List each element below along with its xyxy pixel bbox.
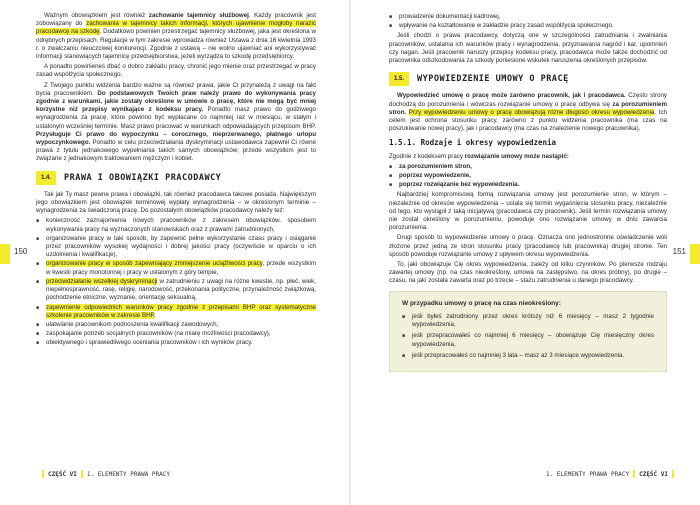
- section-title: WYPOWIEDZENIE UMOWY O PRACĘ: [417, 74, 569, 85]
- left-text-column: [36, 12, 316, 350]
- page-number: 150: [14, 247, 28, 256]
- list-item: ■ prowadzenie dokumentacji kadrowej,: [389, 13, 667, 21]
- list-item: ■ jeśli przepracowałeś co najmniej 3 lata – masz aż 3 miesiące wypowiedzenia.: [402, 352, 654, 360]
- list-item: ■ zaspokajanie potrzeb socjalnych pracowników (na miarę możliwości pracodawcy),: [36, 330, 316, 338]
- subsection-title: 1.5.1. Rodzaje i okresy wypowiedzenia: [389, 138, 557, 148]
- footer-chapter: 1. ELEMENTY PRAWA PRACY: [86, 470, 170, 478]
- paragraph: Wypowiedzieć umowę o pracę może zarówno pracownik, jak i pracodawca. Często strony dochodzą do porozumienia i wówczas rozwiązanie umowy o pracę odbywa się za porozumieniem stron. Przy wypowiedzeniu umowy o pracę obowiązują różne długości okresu wypowiedzenia. Ich celem jest ochrona stosunku pracy, zarówno z punktu widzenia pracownika (ma czas na poszukiwanie nowej pracy), jak i pracodawcy (ma czas na znalezienie nowego pracownika).: [389, 92, 668, 133]
- termination-methods-list: [389, 163, 667, 190]
- info-box: [389, 291, 667, 372]
- list-item: ■ wpływanie na kształtowanie w zakładzie pracy zasad współżycia społecznego.: [389, 22, 667, 30]
- list-item: ■ za porozumieniem stron,: [389, 163, 667, 171]
- list-item: ■ obiektywnego i sprawiedliwego oceniania pracowników i ich wyników pracy.: [36, 339, 316, 347]
- section-title: PRAWA I OBOWIĄZKI PRACODAWCY: [64, 172, 222, 183]
- right-page: [351, 0, 700, 505]
- section-number: 1.4.: [36, 171, 56, 185]
- list-item: ■ przeciwdziałanie wszelkiej dyskryminacji w zatrudnieniu z uwagi na różne kwestie, np. płeć, wiek, niepełnosprawność, rasę, religię, narodowość, przekonania polityczne, przynależność związkową, pochodzenie etniczne, wyznanie, orientację seksualną,: [36, 278, 316, 303]
- paragraph: Tak jak Ty masz pewne prawa i obowiązki, tak również pracodawca takowe posiada. Największym jego obowiązkiem jest obowiązek terminowej wypłaty wynagrodzenia – w określonym terminie – wynagrodzenia za świadczoną pracę. Do pozostałych obowiązków pracodawcy należy też:: [36, 190, 316, 215]
- paragraph: Drugi sposób to wypowiedzenie umowy o pracę. Oznacza ono jednostronne oświadczenie woli złożone przez jedną ze stron stosunku pracy (pracodawcę lub pracownika) drugiej stronie. Ten sposób powoduje rozwiązanie umowy z upływem okresu wypowiedzenia.: [389, 234, 667, 258]
- list-item: ■ zapewnienie odpowiednich warunków pracy zgodnie z przepisami BHP oraz systematyczne szkolenie pracowników w zakresie BHP,: [36, 304, 316, 320]
- footer-part: CZĘŚĆ VI: [639, 470, 668, 478]
- paragraph: Jeśli chodzi o prawa pracodawcy, dotyczą one w szczególności zatrudniania i zwalniania pracowników, ustalania ich warunków pracy i wynagrodzenia, przyznawania nagród i kar, upomnień czy nagan. Jeśli pracownik naruszy przepisy kodeksu pracy, pracodawca może także dochodzić od pracownika odszkodowania za szkody poniesione wskutek naruszenia określonych przepisów.: [389, 32, 667, 65]
- paragraph: Najbardziej kompromisową formą rozwiązania umowy jest porozumienie stron, w którym – niezależnie od okresów wypowiedzenia – ustala się termin wygaśnięcia stosunku pracy, niezależnie od tego, kto wystąpił z taką inicjatywą (pracodawca czy pracownik). Jeśli termin rozwiązania umowy nie został określony w porozumieniu, powoduje ono rozwiązanie umowy w dniu zawarcia porozumienia.: [389, 191, 667, 232]
- footer-part: CZĘŚĆ VI: [48, 470, 77, 478]
- page-footer: [38, 470, 170, 478]
- list-item: ■ jeśli byłeś zatrudniony przez okres krótszy niż 6 miesięcy – masz 2 tygodnie wypowiedzenia,: [402, 313, 654, 329]
- paragraph: A ponadto powinieneś dbać o dobro zakładu pracy, chronić jego mienie oraz przestrzegać w pracy zasad współżycia społecznego.: [36, 63, 316, 79]
- obligations-list-continued: [389, 13, 667, 30]
- page-tab-marker: [690, 244, 700, 264]
- left-page: [0, 0, 349, 505]
- list-item: ■ poprzez wypowiedzenie,: [389, 172, 667, 180]
- list-item: ■ konieczność zaznajomienia nowych pracowników z zakresem obowiązków, sposobem wykonywania pracy na wyznaczonych stanowiskach oraz z prawami zatrudnionych,: [36, 217, 316, 233]
- paragraph: Ważnym obowiązkiem jest również zachowanie tajemnicy służbowej. Każdy pracownik jest zobowiązany do zachowania w tajemnicy takich informacji, których ujawnienie mogłoby narazić pracodawcę na szkodę. Dodatkowo powinien przestrzegać tajemnicy służbowej, jaka jest określona w odrębnych przepisach. Regulacje w tym zakresie wprowadza również Ustawa z dnia 16 kwietnia 1993 r. o zwalczaniu nieuczciwej konkurencji. Zgodnie z ustawą – nie wolno ujawniać ani wykorzystywać informacji stanowiących tajemnicę przedsiębiorstwa, jeżeli wyrządza to szkodę przedsiębiorcy.: [36, 12, 316, 61]
- section-number: 1.5.: [389, 72, 409, 86]
- page-tab-marker: [0, 244, 10, 264]
- paragraph: Zgodnie z kodeksem pracy rozwiązanie umowy może nastąpić:: [389, 152, 569, 160]
- list-item: ■ jeśli przepracowałeś co najmniej 6 miesięcy – obowiązuje Cię miesięczny okres wypowiedzenia,: [402, 332, 654, 348]
- section-heading: [389, 72, 667, 86]
- footer-chapter: 1. ELEMENTY PRAWA PRACY: [546, 470, 630, 478]
- obligations-list: [36, 217, 316, 347]
- list-item: ■ organizowanie pracy w sposób zapewniający zmniejszenie uciążliwości pracy, przede wszystkim w kwestii pracy monotonnej i pracy w ustalonym z góry tempie,: [36, 260, 316, 276]
- highlighted-text: zachowania w tajemnicy takich informacji, których ujawnienie mogłoby narazić pracodawcę na szkodę: [36, 20, 316, 36]
- highlighted-text: Przy wypowiedzeniu umowy o pracę obowiązują różne długości okresu wypowiedzenia: [408, 108, 655, 116]
- section-heading: [36, 171, 316, 185]
- page-footer: [546, 470, 678, 478]
- list-item: ■ ułatwianie pracownikom podnoszenia kwalifikacji zawodowych,: [36, 321, 316, 329]
- paragraph: To, jaki obowiązuje Cię okres wypowiedzenia, zależy od kilku czynników. Po pierwsze rodzaju zawartej umowy (np. na czas nieokreślony, umowa na zastępstwo, na okres próbny), po drugie – czasu, na jaki została zawarta oraz po trzecie – stażu zatrudnienia u danego pracodawcy.: [389, 261, 667, 285]
- list-item: ■ poprzez rozwiązanie bez wypowiedzenia.: [389, 181, 667, 189]
- list-item: ■ organizowanie pracy w taki sposób, by zapewnić pełne wykorzystanie czasu pracy i osiąganie przez pracowników wysokiej wydajności i dobrej jakości pracy (oczywiście w oparciu o ich uzdolnienia i kwalifikacje),: [36, 235, 316, 260]
- right-text-column: [389, 12, 667, 372]
- notice-period-list: [402, 313, 654, 360]
- info-box-title: W przypadku umowy o pracę na czas nieokreślony:: [402, 299, 561, 307]
- paragraph: Z Twojego punktu widzenia bardzo ważne są również prawa, jakie Ci przynależą z uwagi na fakt bycia pracownikiem. Do podstawowych Twoich praw należy prawo do wykonywania pracy zgodnie z warunkami, jakie zostały określone w umowie o pracę, które nie mogą być mniej korzystne niż przepisy wynikające z kodeksu pracy. Ponadto masz prawo do godziwego wynagrodzenia za pracę, które powinno być wypłacane co najmniej raz w miesiącu, w stałym i ustalonym wcześniej terminie. Masz prawo pracować w warunkach odpowiadających przepisom BHP. Przysługuje Ci prawo do wypoczynku – corocznego, nieprzerwanego, płatnego urlopu wypoczynkowego. Ponadto w celu przeciwdziałania dyskryminacji ustawodawca zapewnił Ci równe prawa z tytułu jednakowego wypełniania takich samych obowiązków; przede wszystkim jest to związane z jednakowym traktowaniem mężczyzn i kobiet.: [36, 81, 316, 163]
- page-number: 151: [672, 247, 686, 256]
